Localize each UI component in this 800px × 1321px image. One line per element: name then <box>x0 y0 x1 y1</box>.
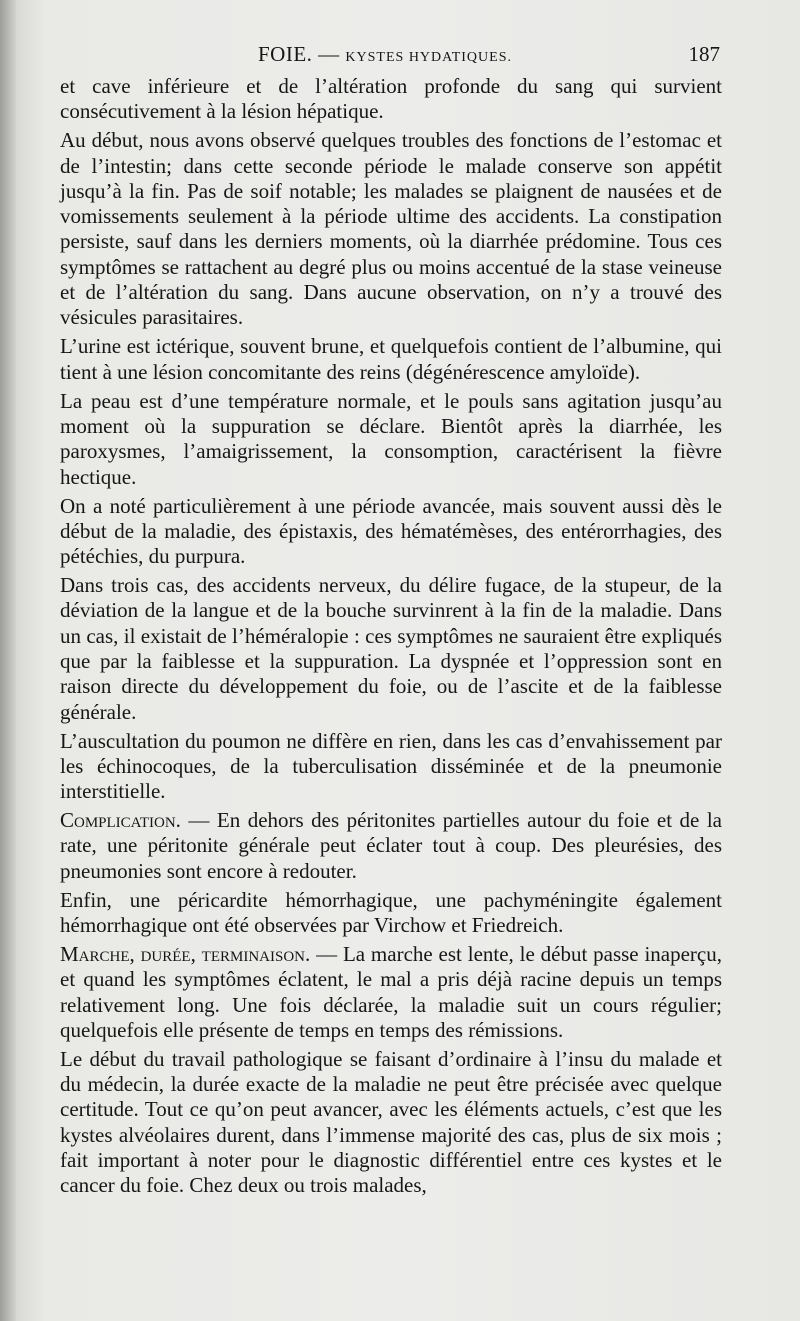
paragraph: Dans trois cas, des accidents nerveux, du délire fugace, de la stupeur, de la déviation de la langue et de la bouche survinrent à la fin de la maladie. Dans un cas, il existait de l’héméralopie : ces symptômes ne sauraient être expliqués que par la faiblesse et la suppuration. La dyspnée et l’oppression sont en raison directe du développement du foie, ou de l’ascite et de la faiblesse générale. <box>60 573 722 724</box>
paragraph: On a noté particulièrement à une période avancée, mais souvent aussi dès le début de la maladie, des épistaxis, des hématémèses, des entérorrhagies, des pétéchies, du purpura. <box>60 493 722 569</box>
running-title-sub: KYSTES HYDATIQUES. <box>345 50 512 65</box>
section-marche: Marche, durée, terminaison. — La marche est lente, le début passe inaperçu, et quand les symptômes éclatent, le mal a pris déjà racine depuis un temps relativement long. Une fois déclarée, la maladie suit un cours régulier; quelquefois elle présente de temps en temps des rémissions. <box>60 941 722 1042</box>
paragraph: et cave inférieure et de l’altération profonde du sang qui survient consécutivement à la lésion hépatique. <box>60 74 722 124</box>
paragraph: La peau est d’une température normale, et le pouls sans agitation jusqu’au moment où la suppuration se déclare. Bientôt après la diarrhée, les paroxysmes, l’amaigrissement, la consomption, caractérisent la fièvre hectique. <box>60 388 722 489</box>
paragraph: Enfin, une péricardite hémorrhagique, une pachyméningite également hémorrhagique ont été observées par Virchow et Friedreich. <box>60 887 722 937</box>
book-spine-shadow <box>0 0 16 1321</box>
section-heading-marche: Marche, durée, terminaison. <box>60 941 311 966</box>
running-header <box>60 40 722 72</box>
section-heading-complication: Complication. <box>60 808 181 833</box>
paragraph: L’auscultation du poumon ne diffère en rien, dans les cas d’envahissement par les échinocoques, de la tuberculisation disséminée et de la pneumonie interstitielle. <box>60 728 722 804</box>
page-number: 187 <box>688 42 720 66</box>
running-title <box>258 42 512 67</box>
body-text <box>60 74 722 1202</box>
section-complication: Complication. — En dehors des péritonites partielles autour du foie et de la rate, une péritonite générale peut éclater tout à coup. Des pleurésies, des pneumonies sont encore à redouter. <box>60 808 722 883</box>
running-title-main: FOIE. — <box>258 42 346 66</box>
paragraph: Le début du travail pathologique se faisant d’ordinaire à l’insu du malade et du médecin, la durée exacte de la maladie ne peut être précisée avec quelque certitude. Tout ce qu’on peut avancer, avec les éléments actuels, c’est que les kystes alvéolaires durent, dans l’immense majorité des cas, plus de six mois ; fait important à noter pour le diagnostic différentiel entre ces kystes et le cancer du foie. Chez deux ou trois malades, <box>60 1046 722 1198</box>
paragraph: Au début, nous avons observé quelques troubles des fonctions de l’estomac et de l’intestin; dans cette seconde période le malade conserve son appétit jusqu’à la fin. Pas de soif notable; les malades se plaignent de nausées et de vomissements seulement à la période ultime des accidents. La constipation persiste, sauf dans les derniers moments, où la diarrhée prédomine. Tous ces symptômes se rattachent au degré plus ou moins accentué de la stase veineuse et de l’altération du sang. Dans aucune observation, on n’y a trouvé des vésicules parasitaires. <box>60 128 722 330</box>
paragraph: L’urine est ictérique, souvent brune, et quelquefois contient de l’albumine, qui tient à une lésion concomitante des reins (dégénérescence amyloïde). <box>60 334 722 384</box>
